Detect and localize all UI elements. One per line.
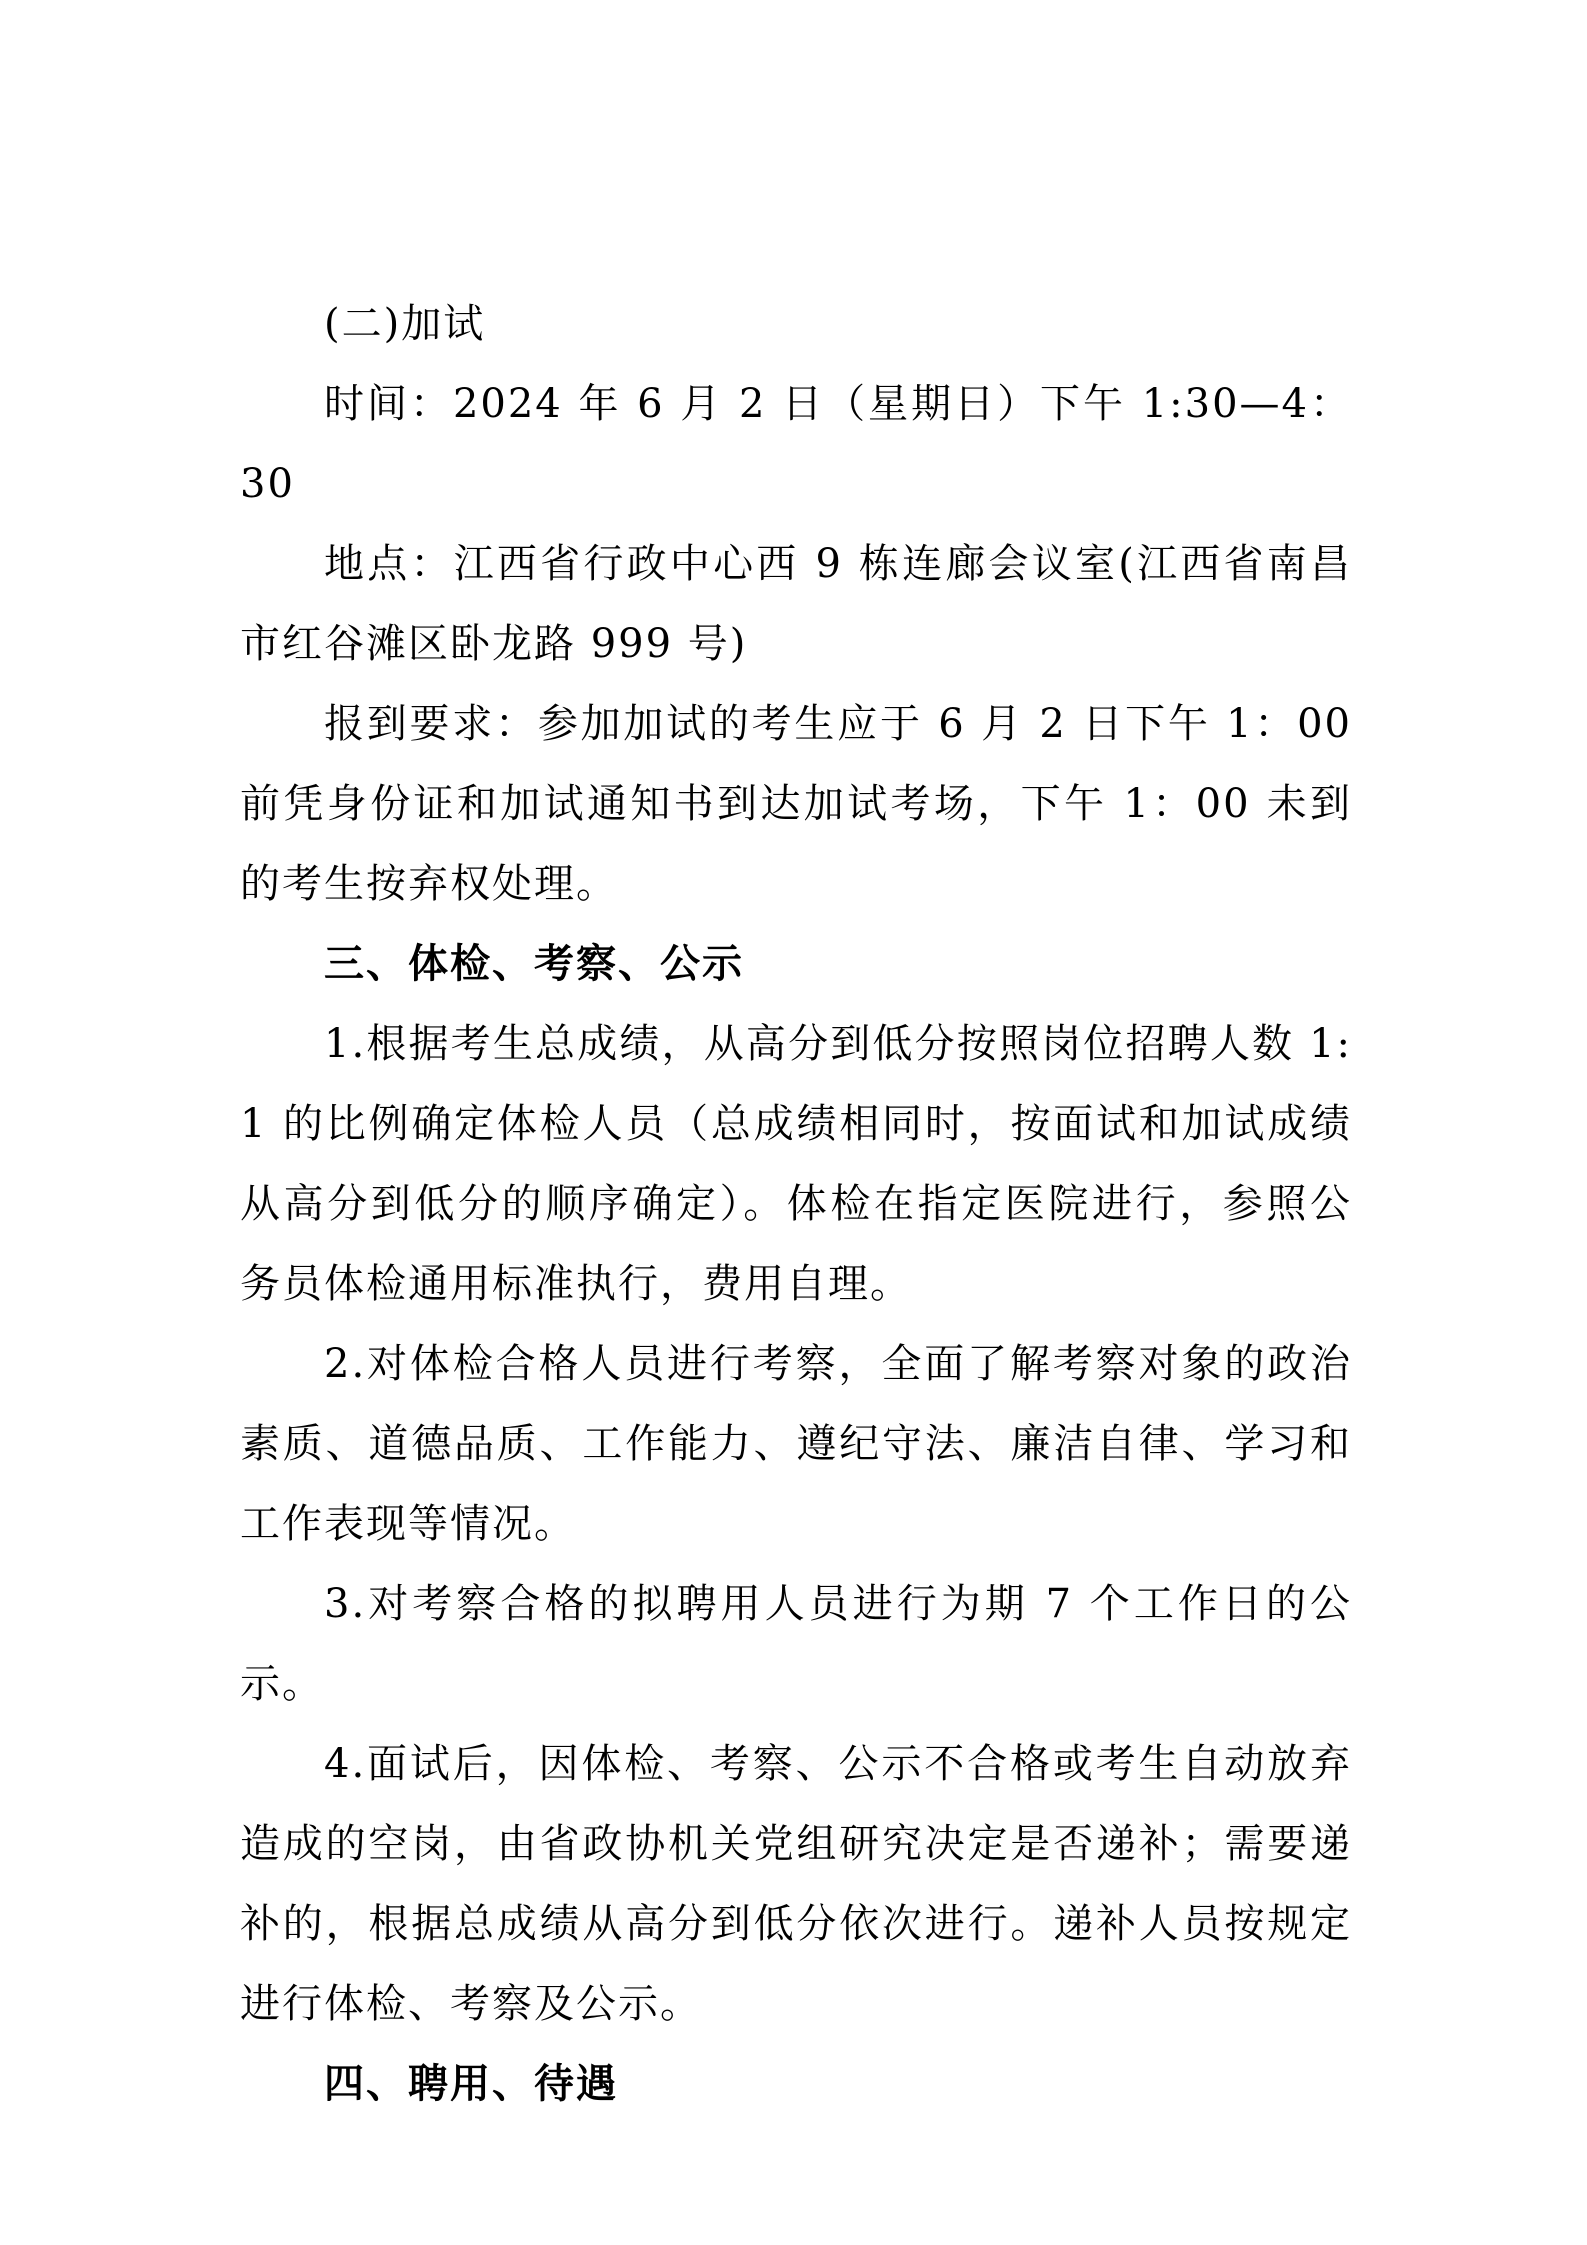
subsection-title-additional-test: (二)加试: [324, 301, 486, 347]
paragraph-item-2: 2.对体检合格人员进行考察，全面了解考察对象的政治素质、道德品质、工作能力、遵纪守法、廉洁自律、学习和工作表现等情况。: [240, 1341, 1352, 1547]
paragraph-item-3: 3.对考察合格的拟聘用人员进行为期 7 个工作日的公示。: [240, 1581, 1352, 1707]
test-location: 地点：江西省行政中心西 9 栋连廊会议室(江西省南昌市红谷滩区卧龙路 999 号): [240, 541, 1352, 667]
paragraph-item-4: 4.面试后，因体检、考察、公示不合格或考生自动放弃造成的空岗，由省政协机关党组研究决定是否递补；需要递补的，根据总成绩从高分到低分依次进行。递补人员按规定进行体检、考察及公示。: [240, 1741, 1352, 2027]
paragraph-item-1: 1.根据考生总成绩，从高分到低分按照岗位招聘人数 1:1 的比例确定体检人员（总成绩相同时，按面试和加试成绩从高分到低分的顺序确定）。体检在指定医院进行，参照公务员体检通用标准执行，费用自理。: [240, 1021, 1352, 1307]
document-body: [240, 284, 1352, 2124]
test-time: 时间：2024 年 6 月 2 日（星期日）下午 1:30—4：30: [240, 381, 1352, 507]
section-heading-employment: 四、聘用、待遇: [324, 2060, 618, 2107]
check-in-requirements: 报到要求：参加加试的考生应于 6 月 2 日下午 1：00 前凭身份证和加试通知书到达加试考场，下午 1：00 未到的考生按弃权处理。: [240, 701, 1352, 907]
section-heading-physical-exam: 三、体检、考察、公示: [324, 940, 744, 987]
